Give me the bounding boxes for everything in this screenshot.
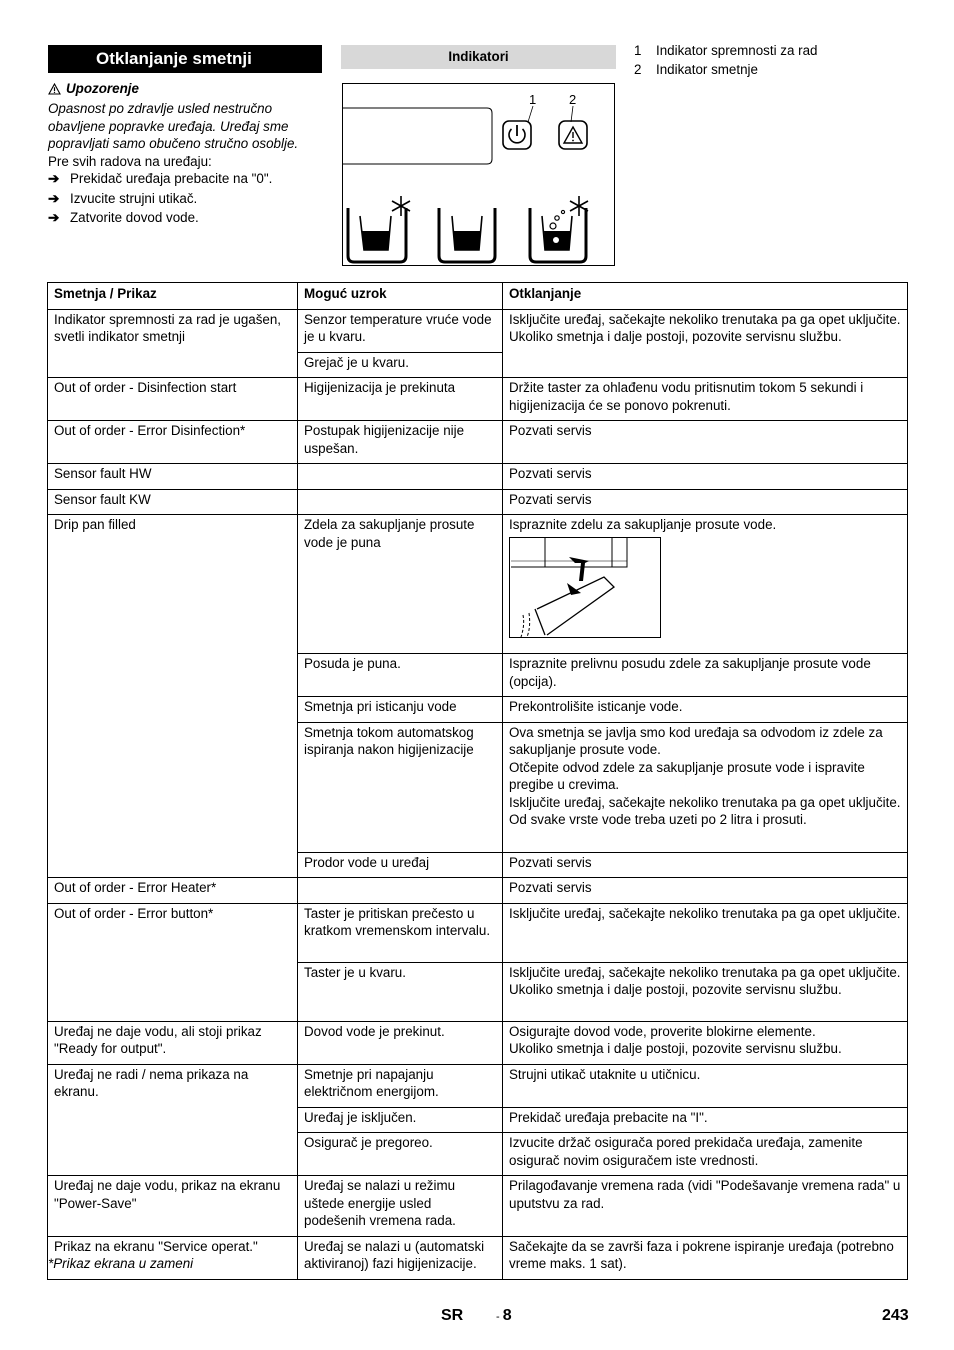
table-row: Sensor fault HW Pozvati servis: [48, 464, 908, 490]
arrow-icon: ➔: [48, 190, 60, 206]
column-header: Moguć uzrok: [298, 283, 503, 310]
table-row: Out of order - Error button* Taster je pritiskan prečesto u kratkom vremenskom intervalu. Isključite uređaj, sačekajte nekoliko trenutaka pa ga opet uključite.: [48, 903, 908, 962]
table-header-row: [48, 283, 908, 310]
table-row: Osigurač je pregoreo. Izvucite držač osigurača pored prekidača uređaja, zamenite osigurač novim osiguračem iste vrednosti.: [48, 1133, 908, 1176]
table-row: Uređaj ne daje vodu, prikaz na ekranu "Power-Save" Uređaj se nalazi u režimu uštede energije usled podešenih vremena rada. Prilagođavanje vremena rada (vidi "Podešavanje vremena rada" u uputstvu za rad.: [48, 1176, 908, 1237]
table-row: Taster je u kvaru. Isključite uređaj, sačekajte nekoliko trenutaka pa ga opet uključite. Ukoliko smetnja i dalje postoji, pozovite servisnu službu.: [48, 962, 908, 1021]
warning-triangle-icon: [48, 83, 61, 95]
cold-water-button-icon: [348, 196, 410, 262]
sparkling-cold-water-button-icon: [530, 196, 588, 262]
table-row: Sensor fault KW Pozvati servis: [48, 489, 908, 515]
panel-drawing: [343, 84, 616, 267]
warning-text: Opasnost po zdravlje usled nestručno obavljene popravke uređaja. Uređaj sme popravljati samo obučeno stručno osoblje.: [48, 101, 299, 151]
arrow-icon: ➔: [48, 210, 60, 225]
step-item: ➔ Zatvorite dovod vode.: [48, 210, 199, 225]
ready-indicator-icon: [503, 121, 531, 149]
indicator-legend: [634, 41, 818, 79]
indicators-header: Indikatori: [341, 45, 616, 69]
callout-2: 2: [569, 92, 577, 107]
section-title: Otklanjanje smetnji: [48, 45, 322, 73]
step-item: ➔ Izvucite strujni utikač.: [48, 190, 198, 206]
table-row: Out of order - Error Disinfection* Postupak higijenizacije nije uspešan. Pozvati servis: [48, 421, 908, 464]
footnote: *Prikaz ekrana u zameni: [48, 1256, 194, 1271]
intro-text: Pre svih radova na uređaju:: [48, 153, 212, 169]
column-header: Smetnja / Prikaz: [48, 283, 298, 310]
table-row: Posuda je puna. Ispraznite prelivnu posudu zdele za sakupljanje prosute vode (opcija).: [48, 654, 908, 697]
table-row: Smetnja pri isticanju vode Prekontrolišite isticanje vode.: [48, 697, 908, 723]
footer-language: SR: [441, 1307, 464, 1324]
water-button-icon: [439, 208, 495, 262]
table-row: Uređaj ne radi / nema prikaza na ekranu. Smetnje pri napajanju električnom energijom. Strujni utikač utaknite u utičnicu.: [48, 1064, 908, 1107]
table-row: Out of order - Error Heater* Pozvati servis: [48, 878, 908, 904]
footer-page-number: 243: [882, 1307, 909, 1324]
table-row: Uređaj ne daje vodu, ali stoji prikaz "Ready for output". Dovod vode je prekinut. Osigurajte dovod vode, proverite blokirne elemente. Ukoliko smetnja i dalje postoji, pozovite servisnu službu.: [48, 1021, 908, 1064]
arrow-icon: ➔: [48, 171, 60, 186]
legend-item: 1 Indikator spremnosti za rad: [634, 43, 818, 58]
warning-block: [48, 80, 328, 227]
table-row: Indikator spremnosti za rad je ugašen, svetli indikator smetnji Senzor temperature vruće vode je u kvaru. Isključite uređaj, sačekajte nekoliko trenutaka pa ga opet uključite. Ukoliko smetnja i dalje postoji, pozovite servisnu službu.: [48, 309, 908, 352]
column-header: Otklanjanje: [503, 283, 908, 310]
table-row: Prikaz na ekranu "Service operat." Uređaj se nalazi u (automatski aktiviranoj) fazi higijenizacije. Sačekajte da se završi faza i pokrene ispiranje uređaja (potrebno vreme maks. 1 sat).: [48, 1236, 908, 1279]
table-row: Smetnja tokom automatskog ispiranja nakon higijenizacije Ova smetnja se javlja smo kod uređaja sa odvodom iz zdele za sakupljanje prosute vode. Otčepite odvod zdele za sakupljanje prosute vode i ispravite pregibe u crevima. Isključite uređaj, sačekajte nekoliko trenutaka pa ga opet uključite. Od svake vrste vode treba uzeti po 2 litra i prosuti.: [48, 722, 908, 852]
warning-title: Upozorenje: [66, 81, 139, 97]
troubleshooting-table: [47, 282, 908, 1280]
callout-1: 1: [529, 92, 537, 107]
table-row: Prodor vode u uređaj Pozvati servis: [48, 852, 908, 878]
table-row: Out of order - Disinfection start Higijenizacija je prekinuta Držite taster za ohlađenu vodu pritisnutim tokom 5 sekundi i higijenizacija će se ponovo pokrenuti.: [48, 378, 908, 421]
footer-local-page: - 8: [496, 1307, 512, 1324]
indicator-panel-figure: [342, 83, 615, 266]
table-row: Grejač je u kvaru.: [48, 352, 908, 378]
table-row: Drip pan filled Zdela za sakupljanje prosute vode je puna Ispraznite zdelu za sakupljanje prosute vode.: [48, 515, 908, 654]
table-row: Uređaj je isključen. Prekidač uređaja prebacite na "I".: [48, 1107, 908, 1133]
drip-pan-illustration: [509, 537, 661, 638]
step-item: ➔ Prekidač uređaja prebacite na "0".: [48, 171, 273, 186]
fault-indicator-icon: [559, 121, 587, 149]
legend-item: 2 Indikator smetnje: [634, 62, 758, 77]
